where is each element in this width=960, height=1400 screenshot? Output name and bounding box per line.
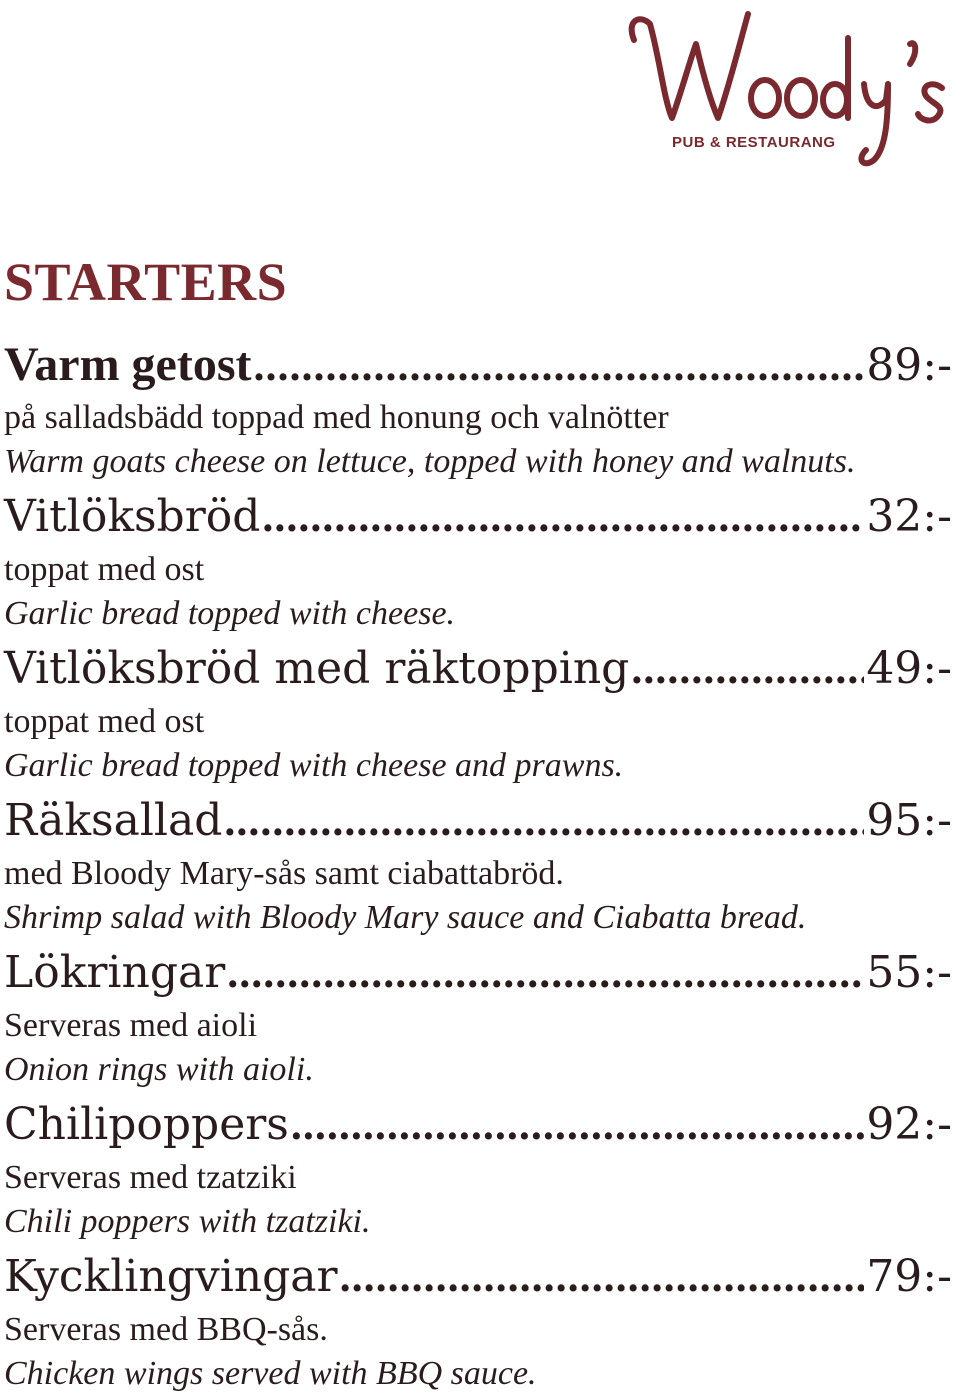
menu-item bbox=[4, 638, 952, 790]
dot-leader bbox=[340, 1246, 865, 1308]
item-description-english: Shrimp salad with Bloody Mary sauce and Ciabatta bread. bbox=[4, 899, 807, 936]
menu-item bbox=[4, 486, 952, 638]
item-description-english: Garlic bread topped with cheese. bbox=[4, 595, 456, 632]
item-description-swedish: toppat med ost bbox=[4, 551, 205, 588]
dot-leader bbox=[262, 486, 864, 548]
menu-item bbox=[4, 790, 952, 942]
item-name: Kycklingvingar bbox=[4, 1251, 338, 1302]
menu-item bbox=[4, 1094, 952, 1246]
dot-leader bbox=[291, 1094, 864, 1156]
item-description-swedish: Serveras med aioli bbox=[4, 1007, 258, 1044]
item-name: Räksallad bbox=[4, 795, 223, 846]
item-price: 89:- bbox=[866, 340, 952, 391]
item-description-swedish: toppat med ost bbox=[4, 703, 205, 740]
logo-tagline: PUB & RESTAURANG bbox=[672, 134, 836, 151]
item-name: Vitlöksbröd bbox=[4, 491, 261, 542]
menu-item bbox=[4, 334, 952, 486]
menu-item bbox=[4, 1246, 952, 1398]
menu-item bbox=[4, 942, 952, 1094]
item-description-english: Chicken wings served with BBQ sauce. bbox=[4, 1355, 537, 1392]
item-name: Varm getost bbox=[4, 338, 252, 391]
dot-leader bbox=[224, 790, 864, 852]
item-description-english: Warm goats cheese on lettuce, topped with honey and walnuts. bbox=[4, 443, 856, 480]
item-name: Chilipoppers bbox=[4, 1099, 289, 1150]
dot-leader bbox=[227, 942, 864, 1004]
menu-list bbox=[4, 334, 952, 1398]
item-description-english: Chili poppers with tzatziki. bbox=[4, 1203, 371, 1240]
section-title: STARTERS bbox=[4, 252, 288, 312]
item-name: Vitlöksbröd med räktopping bbox=[4, 643, 630, 694]
item-price: 79:- bbox=[866, 1251, 952, 1302]
item-description-english: Garlic bread topped with cheese and prawns. bbox=[4, 747, 624, 784]
item-price: 55:- bbox=[866, 947, 952, 998]
item-description-swedish: med Bloody Mary-sås samt ciabattabröd. bbox=[4, 855, 564, 892]
item-description-swedish: Serveras med tzatziki bbox=[4, 1159, 297, 1196]
item-price: 95:- bbox=[866, 795, 952, 846]
dot-leader bbox=[631, 638, 864, 700]
dot-leader bbox=[254, 335, 865, 397]
item-description-swedish: Serveras med BBQ-sås. bbox=[4, 1311, 328, 1348]
item-name: Lökringar bbox=[4, 947, 226, 998]
item-price: 49:- bbox=[866, 643, 952, 694]
woodys-logo bbox=[620, 0, 960, 180]
item-description-swedish: på salladsbädd toppad med honung och valnötter bbox=[4, 399, 669, 436]
item-price: 32:- bbox=[866, 491, 952, 542]
item-description-english: Onion rings with aioli. bbox=[4, 1051, 314, 1088]
item-price: 92:- bbox=[866, 1099, 952, 1150]
